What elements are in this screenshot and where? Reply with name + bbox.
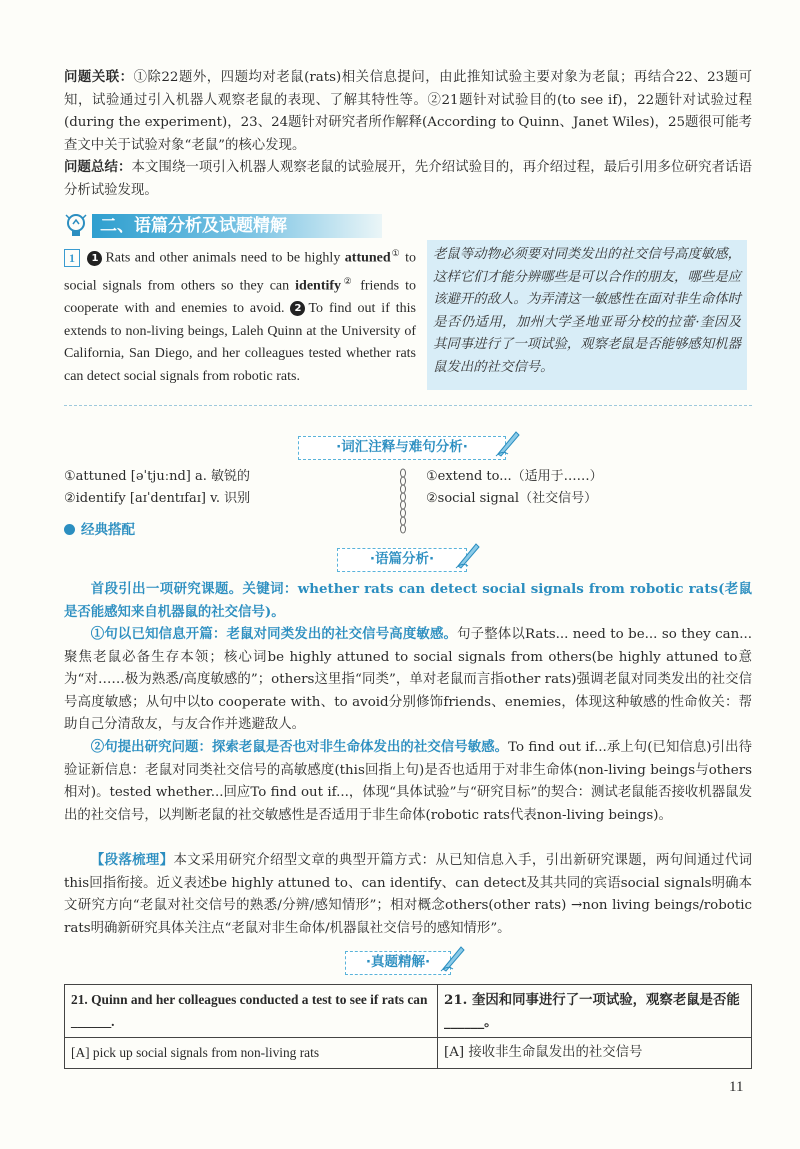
question-en: 21. Quinn and her colleagues conducted a test to see if rats can ______.	[65, 985, 438, 1038]
vocab-word-identify: identify	[295, 278, 342, 294]
vocab-right-list	[426, 466, 746, 510]
vocab-item: ②identify [aɪˈdentɪfaɪ] v. 识别	[64, 491, 251, 506]
english-passage	[64, 242, 416, 388]
question-summary-text: 本文围绕一项引入机器人观察老鼠的试验展开，先介绍试验目的，再介绍过程，最后引用多位研究者话语分析试验发现。	[64, 160, 753, 198]
question-table	[64, 984, 752, 1069]
vocab-item: ①attuned [əˈtjuːnd] a. 敏锐的	[64, 469, 251, 484]
analysis-lead-1: ①句以已知信息开篇：老鼠对同类发出的社交信号高度敏感。	[90, 626, 458, 642]
vocab-item: ②social signal（社交信号）	[426, 491, 598, 506]
table-row	[65, 1038, 752, 1069]
sentence-number-1: 1	[87, 251, 102, 266]
question-summary-label: 问题总结：	[64, 159, 132, 175]
passage-text-3: friends to cooperate with and enemies to avoid.	[64, 278, 417, 317]
pen-icon	[452, 540, 482, 570]
vocab-item: ①extend to...（适用于……）	[426, 469, 603, 484]
sentence-number-2: 2	[290, 301, 305, 316]
paragraph-number: 1	[64, 249, 80, 267]
option-a-en: [A] pick up social signals from non-living rats	[65, 1038, 438, 1069]
paragraph-summary	[64, 849, 752, 940]
chain-divider	[398, 468, 408, 534]
collocation-heading	[64, 518, 135, 538]
page-number: 11	[729, 1079, 744, 1095]
question-link-text: ①除22题外，四题均对老鼠(rats)相关信息提问，由此推知试验主要对象为老鼠；再结合22、23题可知，试验通过引入机器人观察老鼠的表现、了解其特性等。②21题针对试验目的(to see if)，22题针对试验过程(during the experiment)，23、24题针对研究者所作解释(According to Quinn、Janet Wiles)，25题很可能考查文中关于试验对象“老鼠”的核心发现。	[64, 70, 752, 153]
question-link-paragraph	[64, 66, 752, 157]
paragraph-summary-label: 【段落梳理】	[90, 852, 174, 868]
question-link-label: 问题关联：	[64, 69, 134, 85]
translation-box: 老鼠等动物必须要对同类发出的社交信号高度敏感，这样它们才能分辨哪些是可以合作的朋友，哪些是应该避开的敌人。为弄清这一敏感性在面对非生命体时是否仍适用，加州大学圣地亚哥分校的拉蕾·奎因及其同事进行了一项试验，观察老鼠是否能够感知机器鼠发出的社交信号。	[427, 240, 747, 390]
footnote-marker-2: ②	[341, 276, 355, 287]
option-a-cn: [A] 接收非生命鼠发出的社交信号	[438, 1038, 752, 1069]
pen-icon	[437, 943, 467, 973]
passage-text-2: to social signals from others so they can	[64, 250, 416, 294]
section-title: 二、语篇分析及试题精解	[92, 214, 382, 238]
footnote-marker-1: ①	[390, 248, 401, 258]
analysis-sentence-1	[64, 623, 752, 737]
vocab-word-attuned: attuned	[344, 250, 391, 266]
vocab-left-list	[64, 466, 384, 510]
questions-heading: ·真题精解·	[345, 951, 451, 975]
question-cn: 21. 奎因和同事进行了一项试验，观察老鼠是否能______。	[438, 985, 752, 1038]
collocation-label: 经典搭配	[81, 522, 135, 538]
bullet-dot-icon	[64, 524, 75, 535]
analysis-summary: 首段引出一项研究课题。关键词：whether rats can detect social signals from robotic rats(老鼠是否能感知来自机器鼠的社交信号)。	[64, 581, 752, 620]
section-heading	[64, 212, 752, 238]
passage-text-4: To find out if this extends to non-living beings, Laleh Quinn at the University of California, San Diego, and her colleagues tested whether rats can detect social signals from robotic rats.	[64, 301, 417, 384]
analysis-heading: ·语篇分析·	[337, 548, 467, 572]
analysis-sentence-2	[64, 736, 752, 827]
analysis-text-1: 句子整体以Rats... need to be... so they can...聚焦老鼠必备生存本领；核心词be highly attuned to social signals from others(be highly attuned to意为“对……极为熟悉/高度敏感的”；others这里指“同类”，单对老鼠而言指other rats)强调老鼠对同类发出的社交信号高度敏感；从句中以to cooperate with、to avoid分别修饰friends、enemies，体现这种敏感的性命攸关：帮助自己分清敌友，与友合作并逃避敌人。	[64, 627, 752, 732]
lightbulb-icon	[64, 212, 90, 240]
divider	[64, 405, 752, 406]
analysis-text-2: To find out if...承上句(已知信息)引出待验证新信息：老鼠对同类社交信号的高敏感度(this回指上句)是否也适用于对非生命体(non-living beings与others相对)。tested whether...回应To find out if...，体现“具体试验”与“研究目标”的契合：测试老鼠能否接收机器鼠发出的社交信号，以判断老鼠的社交敏感性是否适用于非生命体(robotic rats代表non-living beings)。	[64, 740, 752, 823]
table-row	[65, 985, 752, 1038]
question-summary-paragraph	[64, 156, 752, 202]
paragraph-summary-text: 本文采用研究介绍型文章的典型开篇方式：从已知信息入手，引出新研究课题，两句间通过代词this回指衔接。近义表述be highly attuned to、can identify、can detect及其共同的宾语social signals明确本文研究方向“老鼠对社交信号的熟悉/分辨/感知情形”；相对概念others(other rats) →non living beings/robotic rats明确新研究具体关注点“老鼠对非生命体/机器鼠社交信号的感知情形”。	[64, 853, 753, 936]
vocab-heading: ·词汇注释与难句分析·	[298, 436, 506, 460]
passage-text-1: Rats and other animals need to be highly	[105, 250, 345, 266]
analysis-lead-2: ②句提出研究问题：探索老鼠是否也对非生命体发出的社交信号敏感。	[90, 739, 509, 755]
pen-icon	[492, 428, 522, 458]
